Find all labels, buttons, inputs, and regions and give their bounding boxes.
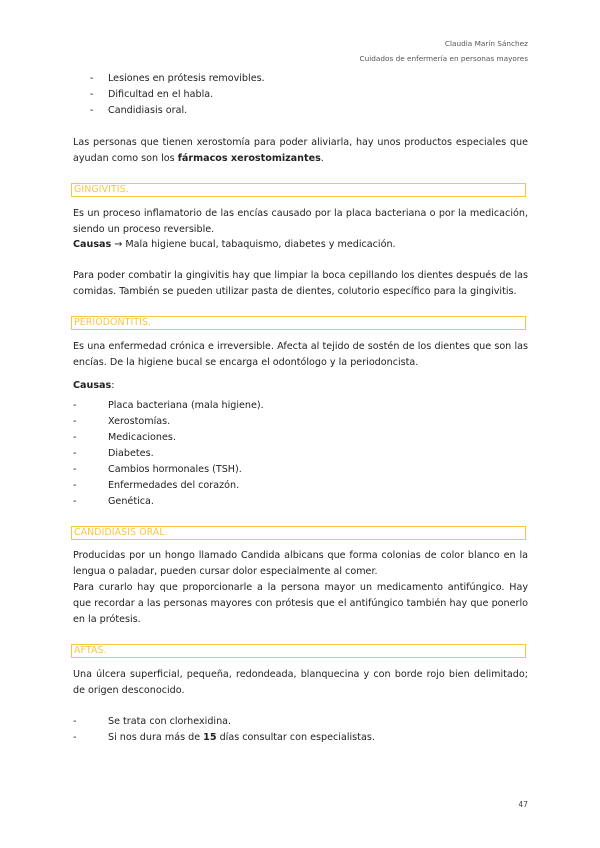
page-number: 47 — [518, 800, 528, 809]
list-item-text: Lesiones en prótesis removibles. — [108, 73, 265, 84]
list-dash: - — [90, 105, 94, 116]
list-item-text: Cambios hormonales (TSH). — [108, 464, 242, 475]
gingivitis-definition: Es un proceso inflamatorio de las encías causado por la placa bacteriana o por la medicación, siendo un proceso reversible. — [73, 208, 528, 235]
xerostomia-paragraph: Las personas que tienen xerostomía para poder aliviarla, hay unos productos especiales que ayudan como son los fármacos xerostomizantes. — [73, 137, 528, 164]
aftas-heading: AFTAS. — [71, 644, 526, 658]
list-item-text: Xerostomías. — [108, 416, 171, 427]
gingivitis-causes: Causas → Mala higiene bucal, tabaquismo, diabetes y medicación. — [73, 239, 396, 250]
header-subtitle: Cuidados de enfermería en personas mayores — [359, 54, 528, 63]
periodontitis-definition: Es una enfermedad crónica e irreversible. Afecta al tejido de sostén de los dientes que son las encías. De la higiene bucal se encarga el odontólogo y la periodoncista. — [73, 341, 528, 368]
list-item-text: Dificultad en el habla. — [108, 89, 214, 100]
aftas-description: Una úlcera superficial, pequeña, redondeada, blanquecina y con borde rojo bien delimitado; de origen desconocido. — [73, 669, 528, 696]
list-item-text: Placa bacteriana (mala higiene). — [108, 400, 264, 411]
list-item-text: Se trata con clorhexidina. — [108, 716, 232, 727]
list-dash: - — [73, 716, 77, 727]
periodontitis-causes-label: Causas: — [73, 380, 115, 391]
header-author: Claudia Marín Sánchez — [444, 39, 528, 48]
list-item-text: Diabetes. — [108, 448, 154, 459]
candidiasis-description: Producidas por un hongo llamado Candida albicans que forma colonias de color blanco en la lengua o paladar, pueden cursar dolor especialmente al comer. — [73, 550, 528, 577]
list-item-text: Genética. — [108, 496, 154, 507]
list-dash: - — [73, 400, 77, 411]
list-dash: - — [73, 480, 77, 491]
list-dash: - — [73, 496, 77, 507]
candidiasis-treatment: Para curarlo hay que proporcionarle a la persona mayor un medicamento antifúngico. Hay que recordar a las personas mayores con prótesis que el antifúngico también hay que ponerlo en la prótesis. — [73, 582, 528, 625]
page-header — [360, 36, 529, 66]
periodontitis-heading: PERIODONTITIS. — [71, 316, 526, 330]
list-dash: - — [90, 89, 94, 100]
gingivitis-treatment: Para poder combatir la gingivitis hay que limpiar la boca cepillando los dientes después de las comidas. También se pueden utilizar pasta de dientes, colutorio específico para la gingivitis. — [73, 270, 528, 297]
gingivitis-heading: GINGIVITIS. — [71, 183, 526, 197]
list-item-text: Medicaciones. — [108, 432, 176, 443]
list-dash: - — [73, 416, 77, 427]
list-item-text: Si nos dura más de 15 días consultar con especialistas. — [108, 732, 375, 743]
list-dash: - — [73, 732, 77, 743]
list-item-text: Enfermedades del corazón. — [108, 480, 240, 491]
list-dash: - — [73, 448, 77, 459]
list-dash: - — [73, 432, 77, 443]
xerostomia-bold: fármacos xerostomizantes — [177, 152, 321, 164]
list-item-text: Candidiasis oral. — [108, 105, 188, 116]
list-dash: - — [73, 464, 77, 475]
candidiasis-heading: CANDIDIASIS ORAL. — [71, 526, 526, 540]
list-dash: - — [90, 73, 94, 84]
